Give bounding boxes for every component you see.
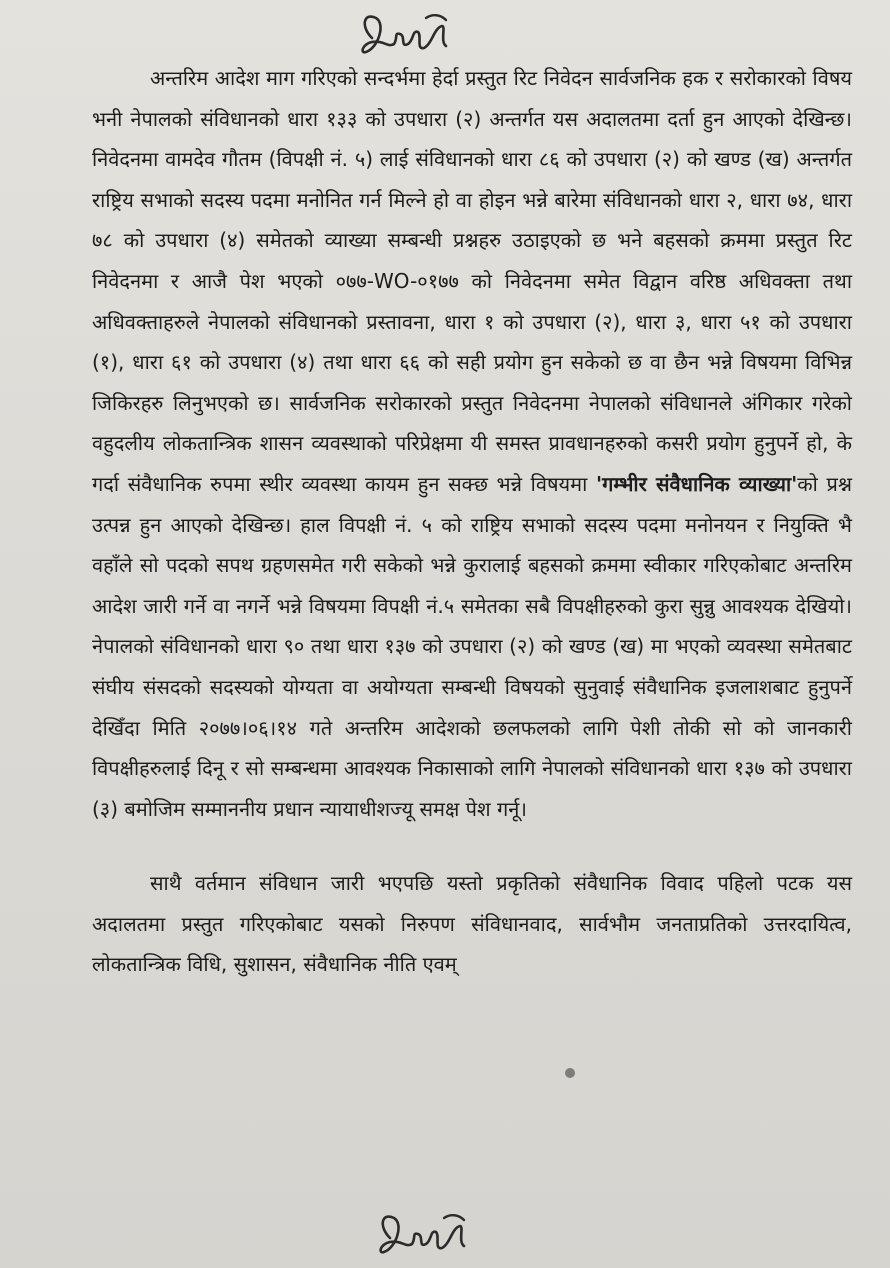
ink-spot — [565, 1068, 575, 1078]
signature-top-mark — [350, 8, 460, 64]
paragraph-1-emphasis: 'गम्भीर संवैधानिक व्याख्या' — [595, 471, 798, 496]
paragraph-1-text-start: अन्तरिम आदेश माग गरिएको सन्दर्भमा हेर्दा प्रस्तुत रिट निवेदन सार्वजनिक हक र सरोकारको विषय भनी नेपालको संविधानको धारा १३३ को उपधारा (२) अन्तर्गत यस अदालतमा दर्ता हुन आएको देखिन्छ। निवेदनमा वामदेव गौतम (विपक्षी नं. ५) लाई संविधानको धारा ८६ को उपधारा (२) को खण्ड (ख) अन्तर्गत राष्ट्रिय सभाको सदस्य पदमा मनोनित गर्न मिल्ने हो वा होइन भन्ने बारेमा संविधानको धारा २, धारा ७४, धारा ७८ को उपधारा (४) समेतको व्याख्या सम्बन्धी प्रश्नहरु उठाइएको छ भने बहसको क्रममा प्रस्तुत रिट निवेदनमा र आजै पेश भएको ०७७-WO-०१७७ को निवेदनमा समेत विद्वान वरिष्ठ अधिवक्ता तथा अधिवक्ताहरुले नेपालको संविधानको प्रस्तावना, धारा १ को उपधारा (२), धारा ३, धारा ५१ को उपधारा (१), धारा ६१ को उपधारा (४) तथा धारा ६६ को सही प्रयोग हुन सकेको छ वा छैन भन्ने विषयमा विभिन्न जिकिरहरु लिनुभएको छ। सार्वजनिक सरोकारको प्रस्तुत निवेदनमा नेपालको संविधानले अंगिकार गरेको वहुदलीय लोकतान्त्रिक शासन व्यवस्थाको परिप्रेक्षमा यी समस्त प्रावधानहरुको कसरी प्रयोग हुनुपर्ने हो, के गर्दा संवैधानिक रुपमा स्थीर व्यवस्था कायम हुन सक्छ भन्ने विषयमा — [92, 66, 852, 496]
signature-top — [350, 8, 460, 64]
judgment-text — [92, 58, 852, 985]
signature-bottom — [370, 1206, 480, 1262]
signature-bottom-mark — [370, 1206, 480, 1262]
paragraph-1 — [92, 58, 852, 829]
paragraph-2: साथै वर्तमान संविधान जारी भएपछि यस्तो प्रकृतिको संवैधानिक विवाद पहिलो पटक यस अदालतमा प्रस्तुत गरिएकोबाट यसको निरुपण संविधानवाद, सार्वभौम जनताप्रतिको उत्तरदायित्व, लोकतान्त्रिक विधि, सुशासन, संवैधानिक नीति एवम् — [92, 871, 852, 977]
paragraph-1-text-end: को प्रश्न उत्पन्न हुन आएको देखिन्छ। हाल विपक्षी नं. ५ को राष्ट्रिय सभाको सदस्य पदमा मनोनयन र नियुक्ति भै वहाँले सो पदको सपथ ग्रहणसमेत गरी सकेको भन्ने कुरालाई बहसको क्रममा स्वीकार गरिएकोबाट अन्तरिम आदेश जारी गर्ने वा नगर्ने भन्ने विषयमा विपक्षी नं.५ समेतका सबै विपक्षीहरुको कुरा सुन्नु आवश्यक देखियो। नेपालको संविधानको धारा ९० तथा धारा १३७ को उपधारा (२) को खण्ड (ख) मा भएको व्यवस्था समेतबाट संघीय संसदको सदस्यको योग्यता वा अयोग्यता सम्बन्धी विषयको सुनुवाई संवैधानिक इजलाशबाट हुनुपर्ने देखिँदा मिति २०७७।०६।१४ गते अन्तरिम आदेशको छलफलको लागि पेशी तोकी सो को जानकारी विपक्षीहरुलाई दिनू र सो सम्बन्धमा आवश्यक निकासाको लागि नेपालको संविधानको धारा १३७ को उपधारा (३) बमोजिम सम्माननीय प्रधान न्यायाधीशज्यू समक्ष पेश गर्नू। — [92, 471, 853, 821]
